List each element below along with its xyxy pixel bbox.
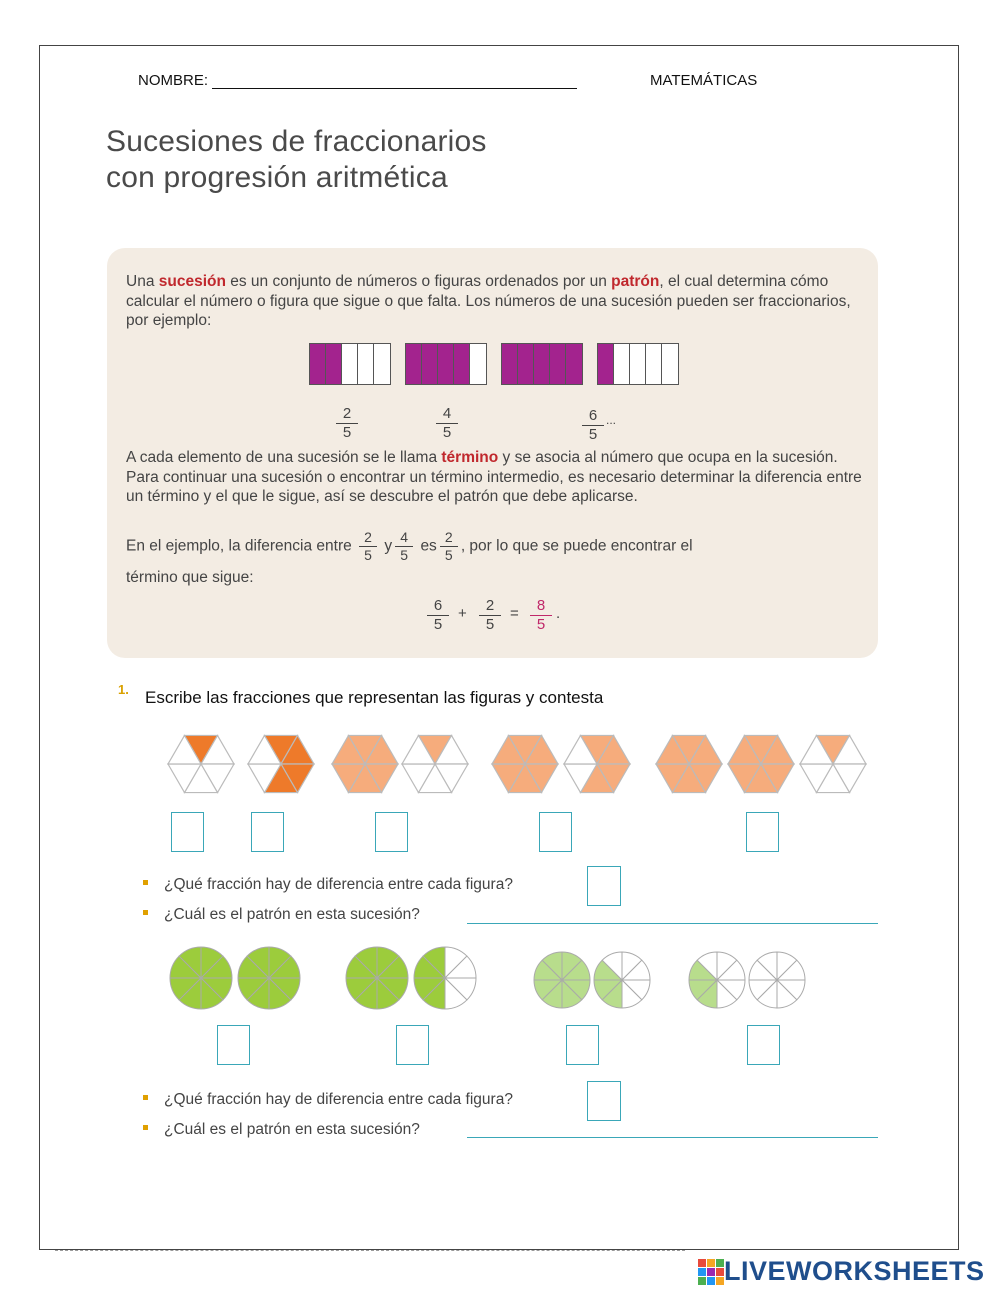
hexagon-3b [402, 735, 468, 792]
text: término que sigue: [126, 569, 254, 586]
fraction-strip-4 [597, 343, 679, 385]
equation-term-1: 6 5 [427, 598, 449, 633]
answer-box-hex-3[interactable] [375, 812, 408, 852]
answer-box-difference-1[interactable] [587, 866, 621, 906]
example-fraction-1: $\frac{2}{5}$ [359, 530, 377, 563]
hexagon-4b [564, 735, 630, 792]
circle-sequence [165, 944, 815, 1014]
text: , por lo que se puede encontrar el [460, 537, 693, 555]
keyword-termino: término [441, 449, 499, 466]
subject-label: MATEMÁTICAS [650, 72, 758, 89]
fraction-strip-1 [309, 343, 391, 385]
page-title [106, 124, 487, 196]
equation-result: 8 5 [530, 598, 552, 633]
ellipsis: ... [606, 413, 617, 427]
equals-sign: = [510, 605, 519, 622]
denominator: 5 [588, 426, 598, 443]
keyword-sucesion: sucesión [158, 273, 226, 290]
answer-box-hex-1[interactable] [171, 812, 204, 852]
answer-box-difference-2[interactable] [587, 1081, 621, 1121]
question-difference-2: ¿Qué fracción hay de diferencia entre cada figura? [164, 1091, 513, 1108]
text: y se asocia al número que ocupa en la sucesión. Para continuar una sucesión o encontrar un término intermedio, es necesario determinar la diferencia entre un término y el que le sigue, así se descubre el patrón que debe aplicarse. [126, 449, 862, 505]
equation-term-2: 2 5 [479, 598, 501, 633]
text: Una [126, 273, 159, 290]
circle-3a [534, 952, 590, 1008]
bullet [143, 880, 148, 885]
name-row [138, 72, 577, 89]
denominator: 5 [342, 424, 352, 441]
numerator: 4 [442, 405, 452, 422]
bullet [143, 910, 148, 915]
logo-icon [698, 1259, 724, 1285]
circle-2a [346, 947, 408, 1009]
concept-paragraph-1 [126, 272, 866, 331]
bullet [143, 1095, 148, 1100]
fraction-strip-3 [501, 343, 583, 385]
fraction-label-1 [336, 406, 358, 441]
concept-paragraph-2 [126, 448, 866, 507]
name-label: NOMBRE: [138, 72, 209, 89]
circle-1b [238, 947, 300, 1009]
name-line[interactable] [212, 74, 577, 89]
keyword-patron: patrón [611, 273, 660, 290]
page-fold [938, 45, 958, 58]
circle-3b [594, 952, 650, 1008]
answer-box-hex-4[interactable] [539, 812, 572, 852]
numerator: 6 [588, 407, 598, 424]
answer-box-hex-2[interactable] [251, 812, 284, 852]
liveworksheets-logo [698, 1256, 985, 1287]
text: En el ejemplo, la diferencia entre [126, 537, 357, 555]
text: es un conjunto de números o figuras ordenados por un [225, 273, 612, 290]
hexagon-4a [492, 735, 558, 792]
answer-line-pattern-2[interactable] [467, 1137, 878, 1138]
answer-box-hex-5[interactable] [746, 812, 779, 852]
answer-box-circle-3[interactable] [566, 1025, 599, 1065]
fraction-strip-2 [405, 343, 487, 385]
hexagon-5b [728, 735, 794, 792]
answer-box-circle-4[interactable] [747, 1025, 780, 1065]
hexagon-3a [332, 735, 398, 792]
answer-box-circle-1[interactable] [217, 1025, 250, 1065]
example-fraction-3: $\frac{2}{5}$ [440, 530, 458, 563]
question-difference-1: ¿Qué fracción hay de diferencia entre cada figura? [164, 876, 513, 893]
question-pattern-2: ¿Cuál es el patrón en esta sucesión? [164, 1121, 420, 1138]
text: y [384, 537, 393, 555]
bottom-divider [55, 1250, 685, 1251]
title-line-2: con progresión aritmética [106, 161, 448, 194]
hexagon-2a [248, 735, 314, 792]
hexagon-5a [656, 735, 722, 792]
example-fraction-2: $\frac{4}{5}$ [395, 530, 413, 563]
logo-text: LIVEWORKSHEETS [724, 1256, 985, 1286]
exercise-instruction: Escribe las fracciones que representan las figuras y contesta [145, 688, 604, 707]
text: es [420, 537, 437, 555]
concept-paragraph-3 [126, 530, 866, 593]
text: A cada elemento de una sucesión se le llama [126, 449, 442, 466]
period: . [556, 605, 561, 622]
fraction-label-3 [582, 408, 604, 443]
hexagon-1a [168, 735, 234, 792]
answer-box-circle-2[interactable] [396, 1025, 429, 1065]
circle-2b [414, 947, 476, 1009]
answer-line-pattern-1[interactable] [467, 923, 878, 924]
fraction-label-2 [436, 406, 458, 441]
hexagon-5c [800, 735, 866, 792]
bullet [143, 1125, 148, 1130]
question-pattern-1: ¿Cuál es el patrón en esta sucesión? [164, 906, 420, 923]
denominator: 5 [442, 424, 452, 441]
circle-4b [749, 952, 805, 1008]
circle-1a [170, 947, 232, 1009]
hexagon-sequence [150, 728, 880, 802]
plus-sign: + [458, 605, 467, 622]
text: , el cual determina cómo calcular el número o figura que sigue o que falta. Los números de una sucesión pueden ser fraccionarios, por ejemplo: [126, 273, 851, 329]
title-line-1: Sucesiones de fraccionarios [106, 125, 487, 158]
circle-4a [689, 952, 745, 1008]
numerator: 2 [342, 405, 352, 422]
exercise-number: 1. [118, 682, 129, 697]
